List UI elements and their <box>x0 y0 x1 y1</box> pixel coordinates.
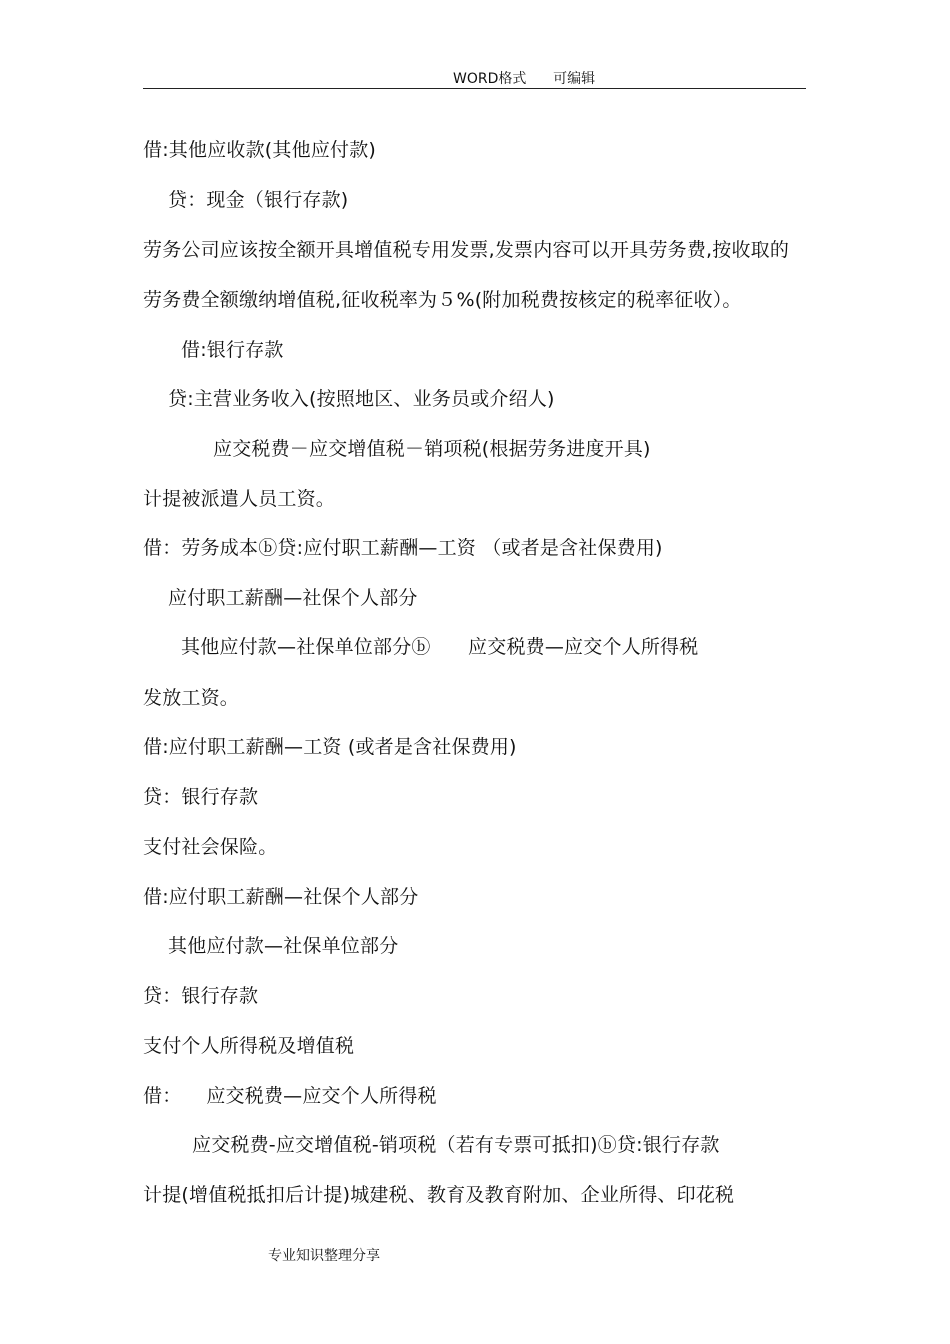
header-text: WORD格式 可编辑 <box>453 71 596 87</box>
text-line: 劳务公司应该按全额开具增值税专用发票,发票内容可以开具劳务费,按收取的 <box>143 239 790 261</box>
page-header <box>143 68 806 89</box>
text-line: 发放工资。 <box>143 687 240 709</box>
text-line: 支付社会保险。 <box>143 836 278 858</box>
text-line: 借：劳务成本ⓑ贷:应付职工薪酬—工资 （或者是含社保费用) <box>143 537 663 559</box>
text-line: 劳务费全额缴纳增值税,征收税率为５%(附加税费按核定的税率征收）。 <box>143 289 742 311</box>
text-line: 借:应付职工薪酬—社保个人部分 <box>143 886 419 908</box>
text-line: 其他应付款—社保单位部分ⓑ 应交税费—应交个人所得税 <box>181 636 699 658</box>
text-line: 贷:主营业务收入(按照地区、业务员或介绍人) <box>168 388 555 410</box>
text-line: 贷：现金（银行存款) <box>168 189 349 211</box>
text-line: 其他应付款—社保单位部分 <box>168 935 399 957</box>
text-line: 应交税费-应交增值税-销项税（若有专票可抵扣)ⓑ贷:银行存款 <box>192 1134 720 1156</box>
text-line: 借:应付职工薪酬—工资 (或者是含社保费用) <box>143 736 517 758</box>
page-footer: 专业知识整理分享 <box>268 1248 380 1264</box>
text-line: 贷：银行存款 <box>143 985 259 1007</box>
text-line: 应交税费－应交增值税－销项税(根据劳务进度开具) <box>213 438 651 460</box>
text-line: 计提(增值税抵扣后计提)城建税、教育及教育附加、企业所得、印花税 <box>143 1184 735 1206</box>
text-line: 借:其他应收款(其他应付款) <box>143 139 377 161</box>
text-line: 计提被派遣人员工资。 <box>143 488 336 510</box>
text-line: 借:银行存款 <box>181 339 284 361</box>
text-line: 贷：银行存款 <box>143 786 259 808</box>
text-line: 支付个人所得税及增值税 <box>143 1035 355 1057</box>
text-line: 借： 应交税费—应交个人所得税 <box>143 1085 437 1107</box>
text-line: 应付职工薪酬—社保个人部分 <box>168 587 418 609</box>
